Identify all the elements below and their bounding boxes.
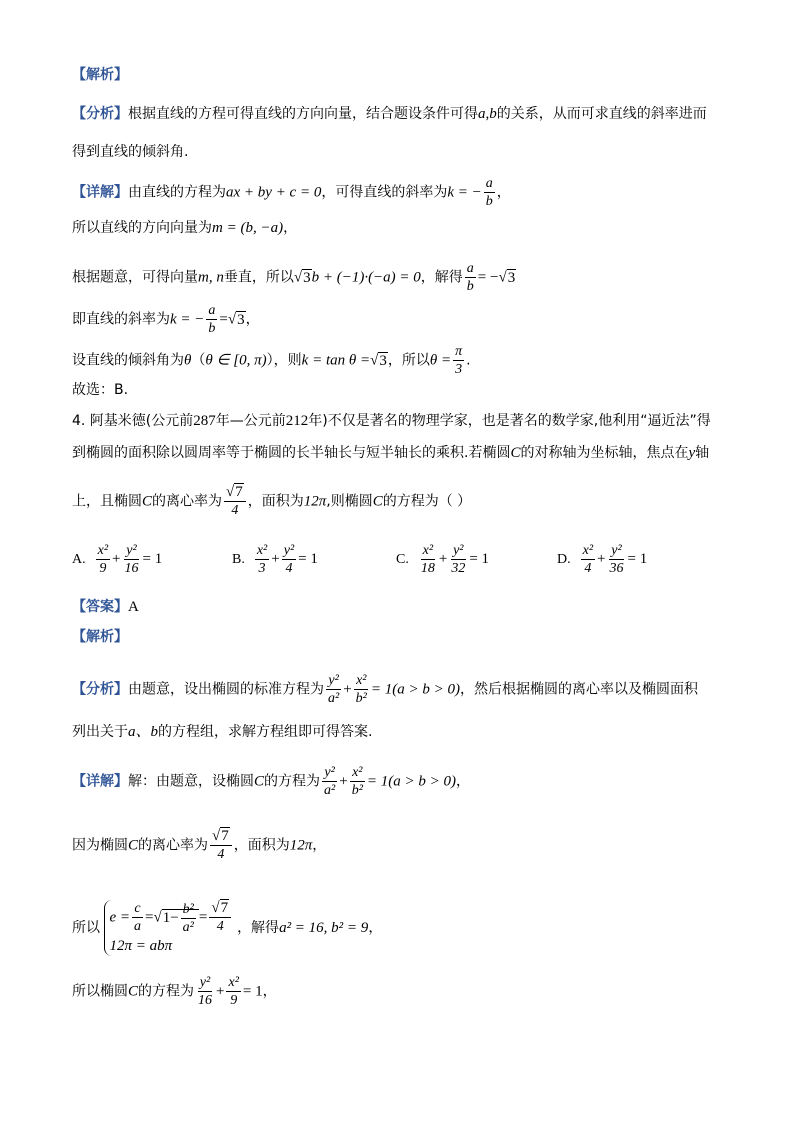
detail-line-4: 即直线的斜率为k = − $\frac{a}{b}$ =√3，: [72, 303, 260, 336]
fraction: $\frac{a}{b}$: [485, 176, 493, 209]
question-4-line-3: 上，且椭圆C的离心率为 $\frac{√7}{4}$ ，面积为12π,则椭圆C的方程为（ ）: [72, 484, 472, 518]
fraction: $\frac{a}{b}$: [466, 261, 474, 294]
fraction: $\frac{a}{b}$: [208, 303, 216, 336]
detail2-line-2: 因为椭圆C的离心率为 $\frac{√7}{4}$ ，面积为12π，: [72, 828, 327, 862]
analysis-line-2: 得到直线的倾斜角.: [72, 144, 189, 160]
option-a: A. $\frac{\text{x²}}{9}$ + $\frac{\text{y²}}{16}$ = 1: [72, 543, 163, 576]
option-c: C. $\frac{\text{x²}}{18}$ + $\frac{\text{y²}}{32}$ = 1: [396, 543, 490, 576]
analysis-line-1: 【分析】根据直线的方程可得直线的方向向量，结合题设条件可得a,b的关系，从而可求直线的斜率进而: [72, 106, 707, 122]
analysis2-line-2: 列出关于a、b的方程组，求解方程组即可得答案.: [72, 724, 373, 740]
tag-jiexi: 【解析】: [72, 67, 128, 83]
detail2-line-4: 所以椭圆C的方程为 $\frac{\text{y²}}{16}$ + $\frac{\text{x²}}{9}$ = 1，: [72, 975, 277, 1008]
sqrt: √3: [293, 269, 311, 286]
detail2-line-1: 【详解】解：由题意，设椭圆C的方程为 $\frac{\text{y²}}{\text{a²}}$ + $\frac{\text{x²}}{\text{b²}}$ = 1(a > b > 0)，: [72, 765, 470, 798]
fraction: $\frac{√7}{4}$: [224, 484, 246, 519]
option-d: D. $\frac{\text{x²}}{4}$ + $\frac{\text{y²}}{36}$ = 1: [557, 543, 648, 576]
section-heading-analysis-2: 【解析】: [72, 629, 128, 645]
detail2-line-3: 所以 e = $\frac{c}{a}$ =√1− $\frac{\text{b²}}{\text{a²}}$ = $\frac{√7}{4}$ 12π = abπ ，解得a² = 16, b² = 9，: [72, 900, 383, 954]
detail-line-1: 【详解】由直线的方程为ax + by + c = 0，可得直线的斜率为k = − $\frac{a}{b}$ ，: [72, 176, 511, 209]
option-b: B. $\frac{\text{x²}}{3}$ + $\frac{\text{y²}}{4}$ = 1: [232, 543, 318, 576]
fraction: $\frac{\pi}{3}$: [455, 344, 463, 377]
question-4-line-1: 4. 阿基米德(公元前287年—公元前212年)不仅是著名的物理学家，也是著名的数学家,他利用“逼近法”得: [72, 413, 711, 429]
equation-system: e = $\frac{c}{a}$ =√1− $\frac{\text{b²}}{\text{a²}}$ = $\frac{√7}{4}$ 12π = abπ: [104, 900, 233, 956]
detail-line-5: 设直线的倾斜角为θ（θ ∈ [0, π)），则k = tan θ =√3，所以θ = $\frac{\pi}{3}$ .: [72, 344, 471, 377]
detail-line-3: 根据题意，可得向量m, n垂直，所以√3b + (−1)·(−a) = 0，解得 $\frac{a}{b}$ = −√3: [72, 261, 516, 294]
section-heading-analysis: [72, 65, 128, 85]
analysis2-line-1: 【分析】由题意，设出椭圆的标准方程为 $\frac{\text{y²}}{\text{a²}}$ + $\frac{\text{x²}}{\text{b²}}$ = 1(a > b > 0)，然后根据椭圆的离心率以及椭圆面积: [72, 673, 698, 706]
answer-choice-line: 故选：B.: [72, 382, 129, 398]
question-4-line-2: 到椭圆的面积除以圆周率等于椭圆的长半轴长与短半轴长的乘积.若椭圆C的对称轴为坐标轴，焦点在y轴: [72, 445, 710, 461]
answer-line: 【答案】A: [72, 599, 139, 615]
detail-line-2: 所以直线的方向向量为m = (b, −a)，: [72, 220, 298, 236]
